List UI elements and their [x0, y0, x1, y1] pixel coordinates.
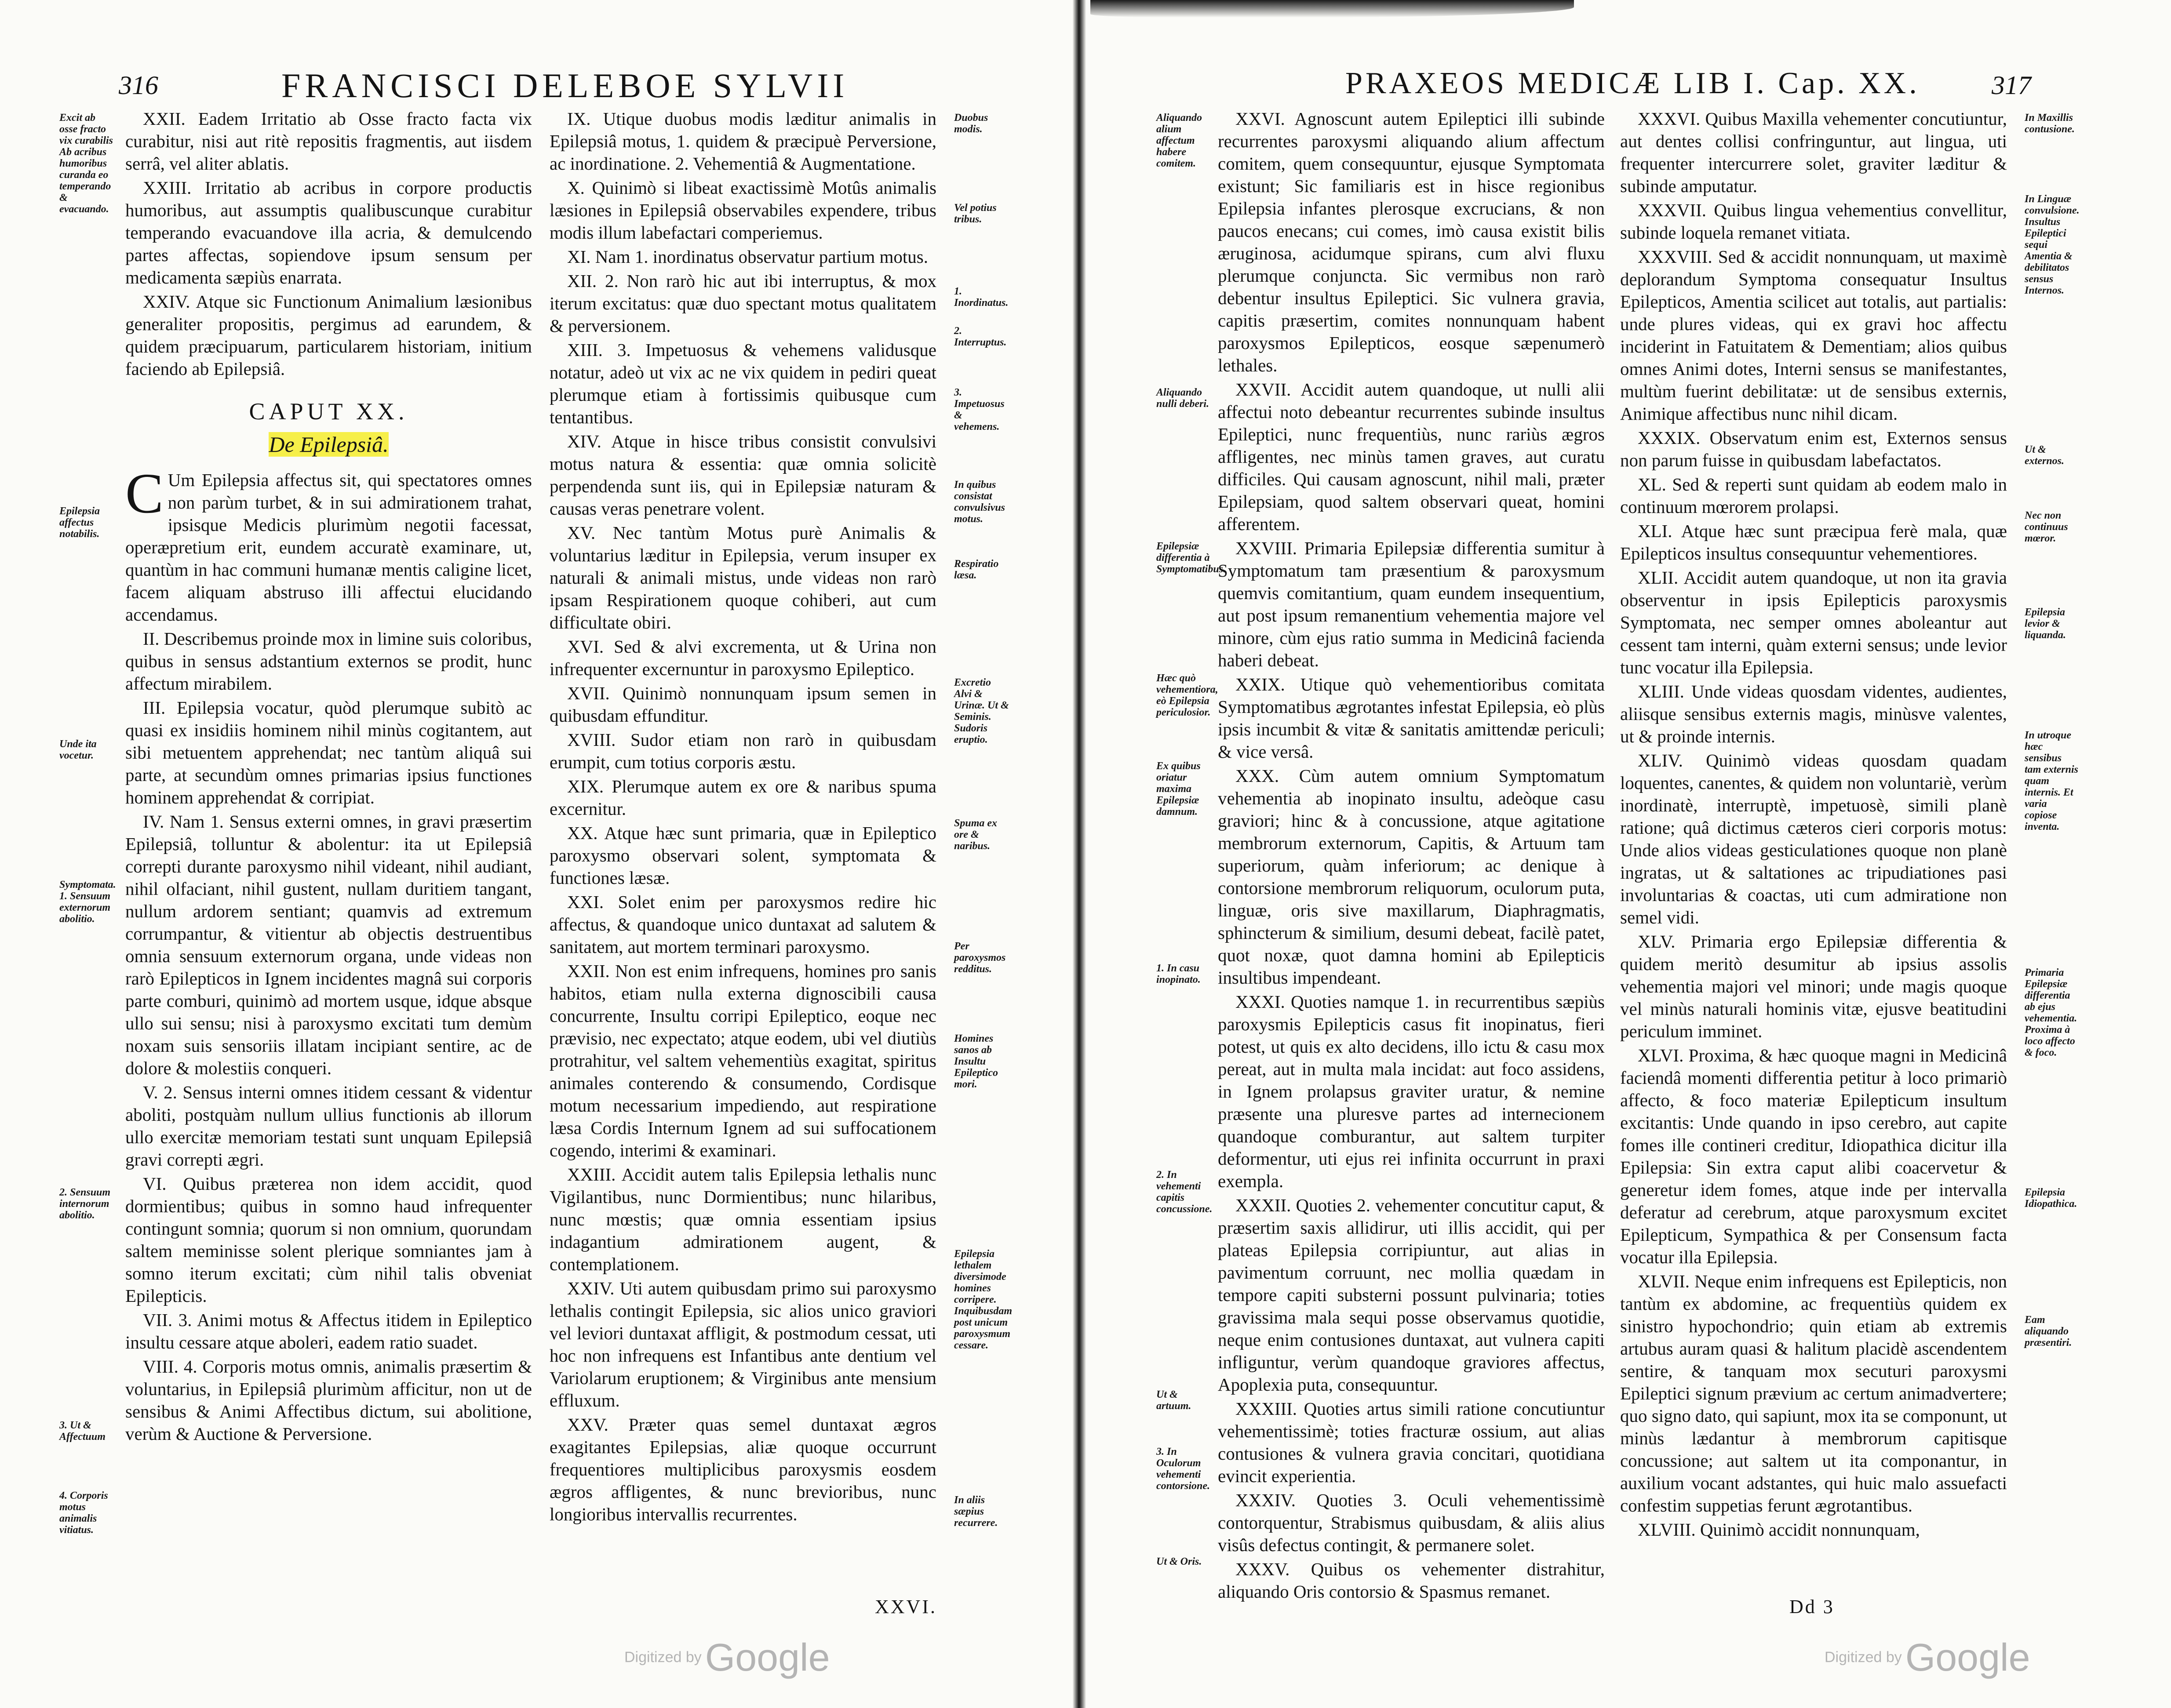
margin-note: Ut & externos.	[2025, 444, 2064, 467]
margin-note: 2. In vehementi capitis concussione.	[1156, 1169, 1213, 1215]
margin-note: Per paroxysmos redditus.	[954, 941, 1006, 975]
margin-note: 3. In Oculorum vehementi contorsione.	[1156, 1446, 1210, 1492]
paragraph: XIX. Plerumque autem ex ore & naribus spuma excernitur.	[550, 776, 936, 819]
margin-note: In quibus consistat convulsivus motus.	[954, 479, 1005, 525]
paragraph: XV. Nec tantùm Motus purè Animalis & voluntarius læditur in Epilepsia, verum insuper ex naturali & animali mistus, unde videas non rarò ipsam Respirationem quoque cohiberi, aut cum difficultate obiri.	[550, 523, 936, 632]
paragraph: XXII. Non est enim infrequens, homines pro sanis habitos, etiam nulla externa dignoscibili causa concurrente, Insultu corripi Epileptico, eoque nec prævisio, nec expectato; atque eodem, ubi vel diutiùs protrahitur, vel saltem vehementiùs exagitat, spiritus animales conterendo & consumendo, Cordisque motum necessarium impediendo, aut respiratione læsa Cordis Internum Ignem ad sui suffocationem cogendo, interimi & examinari.	[550, 961, 936, 1160]
paragraph: XII. 2. Non rarò hic aut ibi interruptus, & mox iterum excitatus: quæ duo spectant motus qualitatem & perversionem.	[550, 271, 936, 336]
paragraph: XLVIII. Quinimò accidit nonnunquam,	[1638, 1519, 1920, 1540]
paragraph-text: Um Epilepsia affectus sit, qui spectatores omnes non parùm turbet, & in sui admirationem trahat, ipsisque Medicis plurimùm negotii facessat, operæpretium erit, eundem accuratè examinare, ut, quantùm in hac communi humanæ mentis caligine licet, facem aliquam abstruso illi affectui elucidando accendamus.	[125, 470, 532, 625]
signature-mark: Dd 3	[1789, 1596, 1835, 1617]
google-logo: Google	[705, 1635, 830, 1679]
paragraph: IX. Utique duobus modis læditur animalis in Epilepsiâ motus, 1. quidem & præcipuè Perversione, ac inordinatione. 2. Vehementiâ & Augmentatione.	[550, 109, 936, 174]
paragraph: XXXVII. Quibus lingua vehementius convellitur, subinde loquela remanet vitiata.	[1620, 200, 2007, 243]
paragraph: XXII. Eadem Irritatio ab Osse fracto facta vix curabitur, nisi aut ritè repositis fragmentis, aut iisdem serrâ, vel aliter ablatis.	[125, 109, 532, 174]
book-gutter	[1073, 0, 1086, 1708]
watermark-prefix: Digitized by	[624, 1649, 702, 1666]
paragraph: X. Quinimò si libeat exactissimè Motûs animalis læsiones in Epilepsiâ observabiles expendere, tribus modis illum labefactari comperiemus.	[550, 178, 936, 243]
paragraph: XXV. Præter quas semel duntaxat ægros exagitantes Epilepsias, aliæ quoque occurrunt frequentiores multiplicibus paroxysmis eosdem ægros affligentes, & nunc brevioribus, nunc longioribus intervallis recurrentes.	[550, 1414, 936, 1524]
paragraph: XLV. Primaria ergo Epilepsiæ differentia & quidem meritò desumitur ab ipsius assolis vehementia majori vel minori; unde magis quoque vel minùs naturali hominis vitæ, ejusve beatitudini periculum imminet.	[1620, 931, 2007, 1041]
page-number: 317	[1992, 71, 2031, 100]
running-head: PRAXEOS MEDICÆ LIB I. Cap. XX.	[1345, 66, 1920, 100]
paragraph: XXXII. Quoties 2. vehementer concutitur caput, & præsertim saxis allidirur, uti illis accidit, qui per plateas Epilepsia corripiuntur, aut alias in pavimentum corruunt, nec mollia quædam in tempore capiti substerni possunt pulvinaria; toties gravissima mala sequi posse observamus quotidie, neque enim contusiones duntaxat, aut vulnera capiti infliguntur, verùm quandoque graviores affectus, Apoplexia puta, consequuntur.	[1218, 1195, 1605, 1395]
paragraph: XLIV. Quinimò videas quosdam quadam loquentes, canentes, & quidem non voluntariè, verùm inordinatè, interruptè, impetuosè, simili planè ratione; quâ dictimus cæteros cieri corporis motus: Unde alios videas gesticulationes quoque non planè ingratas, ut & saltationes ac tripudiationes pasi involuntarias & coactas, uti cum admiratione non semel vidi.	[1620, 750, 2007, 927]
margin-note: Aliquando nulli deberi.	[1156, 387, 1209, 410]
paragraph: XXX. Cùm autem omnium Symptomatum vehementia ab inopinato insultu, adeòque casu graviori; hinc & à concussione, atque agitatione membrorum externorum, Capitis, & Artuum tam superiorum, quàm inferiorum; ac denique à contorsione membrorum reliquorum, oculorum puta, linguæ, oris sive maxillarum, Diaphragmatis, sphincterum & similium, desumi debeat, facilè patet, quot noxæ, quot damna homini ab Epilepticis insultibus impendeant.	[1218, 766, 1605, 988]
paragraph: XX. Atque hæc sunt primaria, quæ in Epileptico paroxysmo observari solent, symptomata & functiones læsæ.	[550, 823, 936, 888]
left-page	[0, 0, 1073, 1708]
margin-note: Symptomata. 1. Sensuum externorum abolitio.	[59, 879, 116, 925]
margin-note: Epilepsia Idiopathica.	[2025, 1187, 2077, 1210]
paragraph: XXXV. Quibus os vehementer distrahitur, aliquando Oris contorsio & Spasmus remanet.	[1218, 1559, 1605, 1602]
margin-note: 3. Ut & Affectuum	[59, 1420, 106, 1443]
margin-note: 3. Impetuosus & vehemens.	[954, 387, 1005, 432]
paragraph: III. Epilepsia vocatur, quòd plerumque subitò ac quasi ex insidiis hominem nihil minùs cogitantem, aut sibi metuentem apprehendat; nec tantùm aliquâ sui parte, at secundùm omnes primarias ipsius functiones hominem apprehendat & corripiat.	[125, 698, 532, 807]
right-page	[1086, 0, 2171, 1708]
text-column-4	[1620, 108, 2007, 1543]
margin-note: Homines sanos ab Insultu Epileptico mori.	[954, 1033, 998, 1090]
paragraph: XXIII. Irritatio ab acribus in corpore productis humoribus, aut assumptis qualibuscunque curabitur temperando evacuandove illa acria, & demulcendo partes affectas, sopiendove ipsum sensum per medicamenta sæpiùs enarrata.	[125, 178, 532, 287]
paragraph: VII. 3. Animi motus & Affectus itidem in Epileptico insultu cessare atque aboleri, eadem ratio suadet.	[125, 1310, 532, 1352]
margin-note: Vel potius tribus.	[954, 202, 997, 225]
text-column-2	[550, 108, 936, 1527]
margin-note: Epilepsiæ differentia à Symptomatibus.	[1156, 541, 1226, 575]
paragraph	[125, 462, 532, 626]
margin-note: Ut & Oris.	[1156, 1556, 1202, 1567]
paragraph: XXXVIII. Sed & accidit nonnunquam, ut maximè deplorandum Symptoma consequatur Insultus Epilepticos, Amentia scilicet aut totalis, aut partialis: unde plures videas, qui ex gravi hoc affectu inciderint in Fatuitatem & Dementiam; alios quibus omnes Animi dotes, Interni sensus se manifestantes, multùm fuerint debilitatæ: ut de sensibus externis, Animique affectibus nunc nihil dicam.	[1620, 247, 2007, 424]
paragraph: II. Describemus proinde mox in limine suis coloribus, quibus in sensus adstantium externos se prodit, hunc affectum mirabilem.	[125, 629, 532, 694]
running-head: FRANCISCI DELEBOE SYLVII	[281, 66, 849, 105]
margin-note: 2. Interruptus.	[954, 325, 1007, 348]
margin-note: Aliquando alium affectum habere comitem.	[1156, 112, 1202, 169]
margin-note: Spuma ex ore & naribus.	[954, 818, 998, 852]
page-number: 316	[119, 71, 158, 100]
paragraph: XLIII. Unde videas quosdam videntes, audientes, aliisque sensibus externis magis, minùsve valentes, ut & proinde internis.	[1620, 681, 2007, 746]
margin-note: In Maxillis contusione.	[2025, 112, 2075, 135]
paragraph: XVII. Quinimò nonnunquam ipsum semen in quibusdam effunditur.	[550, 683, 936, 726]
margin-note: 1. Inordinatus.	[954, 286, 1009, 309]
paragraph: XIII. 3. Impetuosus & vehemens validusque notatur, adeò ut vix ac ne vix quidem in pediri queat plerumque etiam à fortissimis quibusque cum tentantibus.	[550, 340, 936, 427]
watermark	[624, 1635, 830, 1680]
margin-note: Respiratio læsa.	[954, 558, 999, 581]
paragraph: XXVII. Accidit autem quandoque, ut nulli alii affectui noto debeantur recurrentes subinde insultus Epileptici, nunc frequentiùs, nunc rariùs ægros affligentes, nec minùs tamen graves, aut curatu difficiles. Qui causam agnoscunt, nihil mali, præter Epilepsiam, quod saltem observari queat, homini afferentem.	[1218, 379, 1605, 534]
paragraph: XLVII. Neque enim infrequens est Epilepticis, non tantùm ex abdomine, ac frequentiùs quidem ex sinistro hypochondrio; quin etiam ab extremis artubus auram quasi & halitum placidè ascendentem sentire, & tanquam mox secuturi paroxysmi Epileptici signum prævium ac certum animadvertere; quo signo dato, qui sapiunt, mox ita se componunt, ut minùs lædantur à membrorum capitisque concussione; aut saltem ut ita componantur, in auxilium vocant adstantes, qui huic malo assuefacti confestim suppetias ferunt ægrotantibus.	[1620, 1271, 2007, 1515]
margin-note: Excit ab osse fracto vix curabilis Ab acribus humoribus curanda eo temperando & evacuando.	[59, 112, 113, 215]
margin-note: 1. In casu inopinato.	[1156, 963, 1201, 985]
paragraph: XVIII. Sudor etiam non rarò in quibusdam erumpit, cum totius corporis æstu.	[550, 730, 936, 772]
margin-note: Nec non continuus mœror.	[2025, 510, 2068, 544]
paragraph: XXVIII. Primaria Epilepsiæ differentia sumitur à Symptomatum tam præsentium & paroxysmum quemvis comitantium, quam eundem insequentium, aut post ipsum remanentium vehementia majore vel minore, cùm ejus ratio summa in Medicinâ facienda haberi debeat.	[1218, 538, 1605, 670]
paragraph: VI. Quibus præterea non idem accidit, quod dormientibus; quibus in somno haud infrequenter contingunt somnia; quorum si non omnium, quorundam saltem meminisse solent plerique somniantes jam à somno iterum excitati; cùm nihil talis obveniat Epilepticis.	[125, 1174, 532, 1306]
watermark-prefix: Digitized by	[1825, 1649, 1902, 1666]
paragraph: XVI. Sed & alvi excrementa, ut & Urina non infrequenter excernuntur in paroxysmo Epileptico.	[550, 636, 936, 679]
paragraph: XXXIII. Quoties artus simili ratione concutiuntur vehementissimè; toties fracturæ ossium, aut alias contusiones & vulnera gravia concitari, quotidiana evincit experientia.	[1218, 1399, 1605, 1486]
paragraph: XLII. Accidit autem quandoque, ut non ita gravia observentur in ipsis Epilepticis paroxysmis Symptomata, nec semper omnes aboleantur aut cessent tam interni, quàm externi sensus; unde levior tunc vocatur illa Epilepsia.	[1620, 567, 2007, 677]
paragraph: XIV. Atque in hisce tribus consistit convulsivi motus natura & essentia: quæ omnia solicitè perpendenda sunt iis, qui in Epilepsiæ naturam & causas veras penetrare volent.	[550, 431, 936, 519]
margin-note: Primaria Epilepsiæ differentia ab ejus vehementia. Proxima à loco affecto & foco.	[2025, 967, 2077, 1058]
chapter-heading: CAPUT XX.	[249, 398, 408, 425]
margin-note: 4. Corporis motus animalis vitiatus.	[59, 1490, 108, 1536]
text-column-3	[1218, 108, 1605, 1605]
paragraph: XXXI. Quoties namque 1. in recurrentibus sæpiùs paroxysmis Epilepticis casus fit inopinatus, fieri potest, ut quis ex alto decidens, illo ictu & casu mox pereat, aut in multa mala incidat: aut foco assidens, in Ignem prolapsus graviter uratur, & nemine præsente una pluresve partes ad internecionem quandoque comburantur, aut saltem turpiter deformentur, uti ejus rei infinita occurrunt in praxi exempla.	[1218, 992, 1605, 1191]
paragraph: V. 2. Sensus interni omnes itidem cessant & videntur aboliti, postquàm nullum ullius functionis ab illorum ullo exercitæ memoriam testati sunt unquam Epilepsiâ gravi correpti ægri.	[125, 1082, 532, 1170]
margin-note: 2. Sensuum internorum abolitio.	[59, 1187, 111, 1221]
margin-note: Epilepsia levior & liquanda.	[2025, 607, 2066, 641]
paragraph: XXIX. Utique quò vehementioribus comitata Symptomatibus ægrotantes infestat Epilepsia, eò plùs ipsis incumbit & vitæ & sanitatis amittendæ periculi; & vice versâ.	[1218, 674, 1605, 762]
text-column-1	[125, 108, 532, 1447]
paragraph: XXIII. Accidit autem talis Epilepsia lethalis nunc Vigilantibus, nunc Dormientibus; nunc hilaribus, nunc mœstis; quæ omnia essentiam ipsius indagantium admirationem augent, & contemplationem.	[550, 1164, 936, 1274]
paragraph: XI. Nam 1. inordinatus observatur partium motus.	[567, 247, 929, 267]
chapter-title	[125, 433, 532, 456]
margin-note: Ex quibus oriatur maxima Epilepsiæ damnum.	[1156, 760, 1201, 818]
catchword: XXVI.	[875, 1596, 937, 1617]
margin-note: Unde ita vocetur.	[59, 738, 97, 761]
margin-note: In utroque hæc sensibus tam externis quam internis. Et varia copiose inventa.	[2025, 730, 2079, 832]
watermark	[1825, 1635, 2030, 1680]
paragraph: XXXIX. Observatum enim est, Externos sensus non parum fuisse in quibusdam labefactatos.	[1620, 428, 2007, 470]
margin-note: Ut & artuum.	[1156, 1389, 1191, 1412]
margin-note: Epilepsia lethalem diversimode homines corripere. Inquibusdam post unicum paroxysmum cessare.	[954, 1248, 1013, 1351]
margin-note: In Linguæ convulsione. Insultus Epileptici sequi Amentia & debilitatos sensus Internos.	[2025, 193, 2080, 296]
paragraph: XXXVI. Quibus Maxilla vehementer concutiuntur, aut dentes collisi confringuntur, aut lingua, uti frequenter intercurrere solet, graviter læditur & subinde amputatur.	[1620, 109, 2007, 196]
paragraph: XLI. Atque hæc sunt præcipua ferè mala, quæ Epilepticos insultus consequuntur vehementiores.	[1620, 521, 2007, 563]
drop-cap: C	[125, 462, 164, 525]
margin-note: Duobus modis.	[954, 112, 988, 135]
margin-note: Eam aliquando præsentiri.	[2025, 1314, 2072, 1348]
paragraph: XXI. Solet enim per paroxysmos redire hic affectus, & quandoque unico duntaxat ad salutem & sanitatem, aut mortem terminari paroxysmo.	[550, 892, 936, 957]
highlight: De Epilepsiâ.	[269, 432, 389, 457]
margin-note: Hæc quò vehementiora, eò Epilepsia periculosior.	[1156, 672, 1218, 718]
paragraph: XXIV. Atque sic Functionum Animalium læsionibus generaliter propositis, pergimus ad earundem, & quidem præcipuarum, particularem historiam, initium faciendo ab Epilepsiâ.	[125, 291, 532, 379]
paragraph: XXXIV. Quoties 3. Oculi vehementissimè contorquentur, Strabismus quibusdam, & aliis alius visûs defectus contingit, & permanere solet.	[1218, 1490, 1605, 1555]
paragraph: VIII. 4. Corporis motus omnis, animalis præsertim & voluntarius, in Epilepsiâ plurimùm afficitur, non ut de sensibus & Animi Affectibus dictum, sui abolitione, verùm & Auctione & Perversione.	[125, 1356, 532, 1444]
paragraph: XXIV. Uti autem quibusdam primo sui paroxysmo lethalis contingit Epilepsia, sic alios unico graviori vel leviori duntaxat affligit, & postmodum cessat, uti hoc non infrequens est Infantibus ante dentium vel Variolarum eruptionem; & Virginibus ante mensium effluxum.	[550, 1278, 936, 1410]
google-logo: Google	[1905, 1635, 2030, 1679]
margin-note: Excretio Alvi & Urinæ. Ut & Seminis. Sudoris eruptio.	[954, 677, 1009, 745]
paragraph: XXVI. Agnoscunt autem Epileptici illi subinde recurrentes paroxysmi aliquando alium affectum comitem, quem consequuntur, ejusque Symptomata existunt; Sic familiaris est in hisce regionibus Epilepsia infantes plerosque excrucians, & non paucos enecans; cui comes, imò causa existit bilis æruginosa, acidumque spirans, cum alvi fluxu plerumque conjuncta. Sic vermibus non rarò debentur insultus Epileptici. Sic vulnera gravia, capitis præsertim, comites nonnunquam habent paroxysmos Epilepticos, eosque sæpenumerò lethales.	[1218, 109, 1605, 375]
scan-shadow	[1090, 0, 1574, 18]
margin-note: In aliis sæpius recurrere.	[954, 1494, 998, 1529]
paragraph: XL. Sed & reperti sunt quidam ab eodem malo in continuum mœrorem prolapsi.	[1620, 474, 2007, 517]
paragraph: XLVI. Proxima, & hæc quoque magni in Medicinâ faciendâ momenti differentia petitur à loco primariò affecto, & foco materiæ Epilepticum insultum excitantis: Unde quando in ipso cerebro, aut capite fomes ille contineri creditur, Idiopathica dicitur illa Epilepsia: Sin extra caput alibi coacervetur & generetur idem fomes, atque inde per intervalla deferatur ad cerebrum, atque paroxysmum excitet Epilepticum, Sympathica & per Consensum facta vocatur illa Epilepsia.	[1620, 1045, 2007, 1267]
paragraph: IV. Nam 1. Sensus externi omnes, in gravi præsertim Epilepsiâ, tolluntur & abolentur: ita ut Epilepsiâ correpti durante paroxysmo nihil videant, nihil audiant, nihil olfaciant, nihil gustent, nullam duritiem tangant, nullum ardorem sentiant; quamvis ad extremum corrumpantur, & vitientur ab objectis destruentibus omnia sensuum externorum organa, unde videas non rarò Epilepticos in Ignem incidentes magnâ sui corporis parte comburi, quinimò ad mortem usque, idque absque ullo sui sensu; nisi à paroxysmo excitati tum demùm noxam suis sensoriis illatam incipiant sentire, ac de dolore & molestiis conqueri.	[125, 811, 532, 1078]
margin-note: Epilepsia affectus notabilis.	[59, 505, 100, 540]
